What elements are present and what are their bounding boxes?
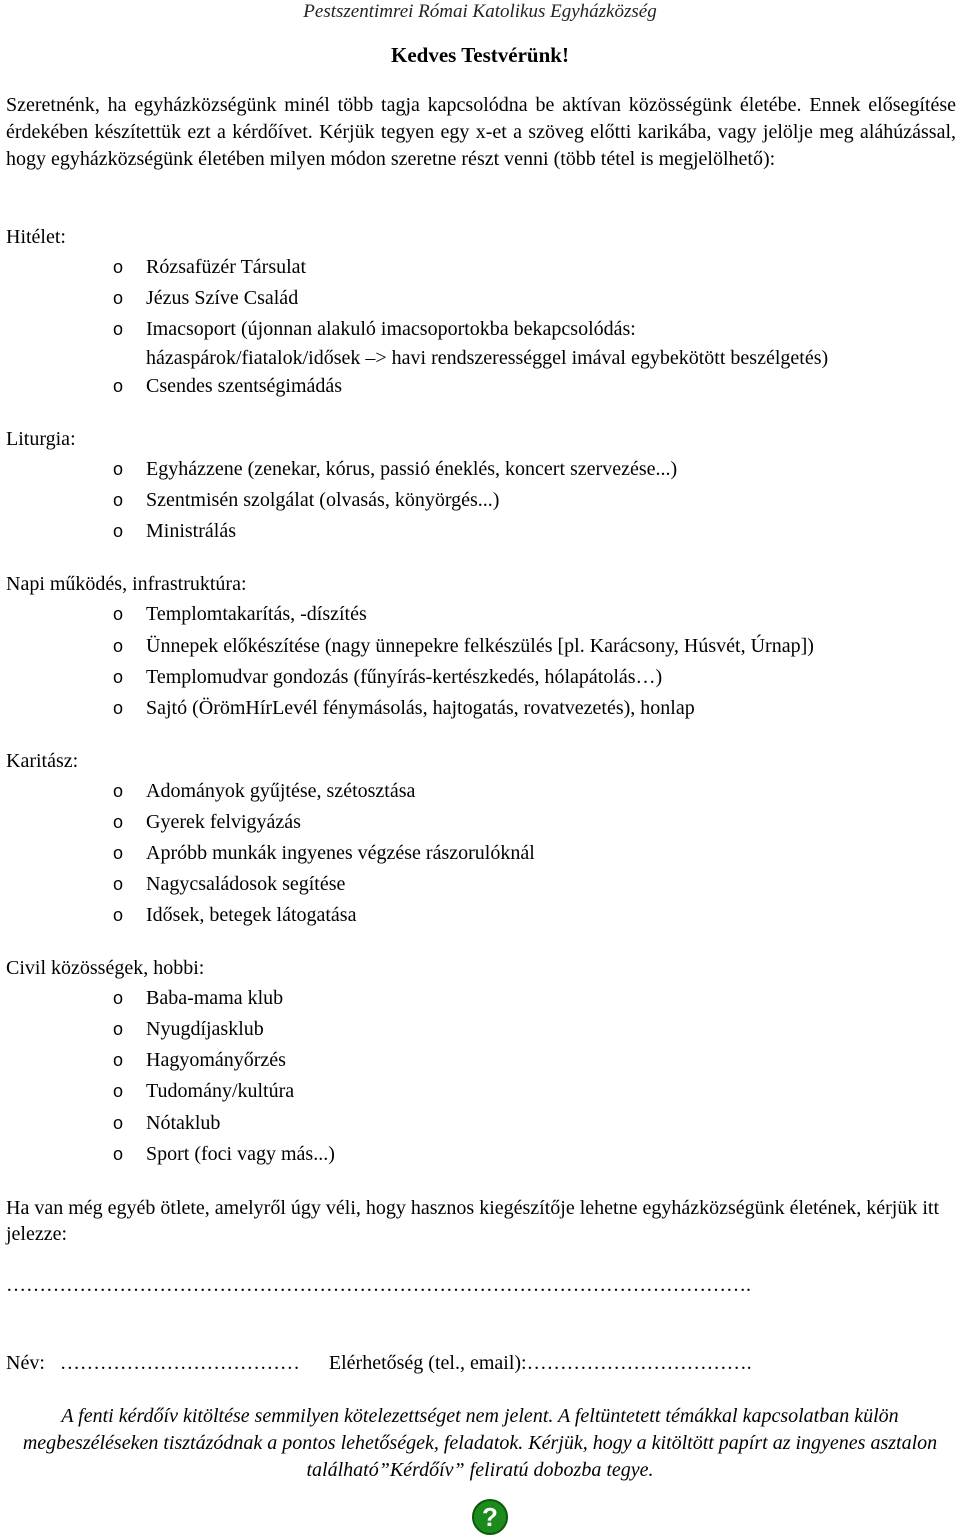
circle-bullet-icon[interactable]: o — [113, 781, 124, 801]
option-item[interactable] — [113, 314, 828, 372]
option-item[interactable] — [113, 1108, 220, 1139]
option-label: Adományok gyűjtése, szétosztása — [146, 780, 416, 802]
option-item[interactable] — [113, 1045, 286, 1076]
circle-bullet-icon[interactable]: o — [113, 636, 124, 656]
option-label: Templomudvar gondozás (fűnyírás-kertészkedés, hólapátolás…) — [146, 666, 663, 688]
section-label-hitelet: Hitélet: — [6, 226, 66, 248]
circle-bullet-icon[interactable]: o — [113, 905, 124, 925]
option-item[interactable] — [113, 516, 236, 547]
option-item[interactable] — [113, 662, 662, 693]
circle-bullet-icon[interactable]: o — [113, 1019, 124, 1039]
option-item[interactable] — [113, 1076, 294, 1107]
option-label: Szentmisén szolgálat (olvasás, könyörgés...) — [146, 489, 500, 511]
option-label: Sajtó (ÖrömHírLevél fénymásolás, hajtogatás, rovatvezetés), honlap — [146, 697, 695, 719]
option-item[interactable] — [113, 693, 695, 724]
option-label: Nótaklub — [146, 1112, 221, 1134]
option-label: Ünnepek előkészítése (nagy ünnepekre felkészülés [pl. Karácsony, Húsvét, Úrnap]) — [146, 635, 814, 657]
section-label-liturgia: Liturgia: — [6, 428, 76, 450]
circle-bullet-icon[interactable]: o — [113, 988, 124, 1008]
option-item[interactable] — [113, 454, 677, 485]
circle-bullet-icon[interactable]: o — [113, 459, 124, 479]
section-label-civil: Civil közösségek, hobbi: — [6, 957, 205, 979]
option-label: Templomtakarítás, -díszítés — [146, 603, 367, 625]
option-item[interactable] — [113, 776, 415, 807]
option-item[interactable] — [113, 838, 535, 869]
question-mark-icon: ? — [472, 1499, 508, 1535]
circle-bullet-icon[interactable]: o — [113, 667, 124, 687]
intro-paragraph: Szeretnénk, ha egyházközségünk minél több tagja kapcsolódna be aktívan közösségünk életébe. Ennek elősegítése érdekében készítettük ezt a kérdőívet. Kérjük tegyen egy x-et a szöveg előtti karikába, vagy jelölje meg aláhúzással, hogy egyházközségünk életében milyen módon szeretne részt venni (több tétel is megjelölhető): — [6, 94, 956, 170]
option-label: Tudomány/kultúra — [146, 1080, 295, 1102]
circle-bullet-icon[interactable]: o — [113, 1144, 124, 1164]
option-label: Ministrálás — [146, 520, 236, 542]
circle-bullet-icon[interactable]: o — [113, 1113, 124, 1133]
option-label: Nyugdíjasklub — [146, 1018, 264, 1040]
option-item[interactable] — [113, 869, 345, 900]
option-item[interactable] — [113, 283, 298, 314]
parish-header: Pestszentimrei Római Katolikus Egyházközség — [303, 1, 657, 22]
option-label: Idősek, betegek látogatása — [146, 904, 357, 926]
option-item[interactable] — [113, 371, 342, 402]
option-label: Hagyományőrzés — [146, 1049, 286, 1071]
circle-bullet-icon[interactable]: o — [113, 521, 124, 541]
suggestion-field[interactable]: …………………………………………………………………………………………………. — [6, 1274, 751, 1296]
option-label: Apróbb munkák ingyenes végzése rászorulóknál — [146, 842, 535, 864]
circle-bullet-icon[interactable]: o — [113, 490, 124, 510]
circle-bullet-icon[interactable]: o — [113, 843, 124, 863]
name-field[interactable]: ……………………………… — [59, 1352, 300, 1374]
option-label: Nagycsaládosok segítése — [146, 873, 346, 895]
circle-bullet-icon[interactable]: o — [113, 812, 124, 832]
footer-note: A fenti kérdőív kitöltése semmilyen kötelezettséget nem jelent. A feltüntetett témákkal kapcsolatban külön megbeszéléseken tisztázódnak a pontos lehetőségek, feladatok. Kérjük, hogy a kitöltött papírt az ingyenes asztalon található”Kérdőív” feliratú dobozba tegye. — [22, 1405, 938, 1481]
name-contact-row — [6, 1350, 752, 1376]
option-item[interactable] — [113, 252, 306, 283]
option-item[interactable] — [113, 599, 367, 630]
circle-bullet-icon[interactable]: o — [113, 257, 124, 277]
option-item[interactable] — [113, 900, 356, 931]
closing-text: Ha van még egyéb ötlete, amelyről úgy véli, hogy hasznos kiegészítője lehetne egyházközségünk életének, kérjük itt jelezze: — [6, 1197, 940, 1245]
name-label: Név: — [6, 1352, 45, 1374]
circle-bullet-icon[interactable]: o — [113, 1081, 124, 1101]
option-label: Csendes szentségimádás — [146, 375, 343, 397]
option-label: Rózsafüzér Társulat — [146, 256, 307, 278]
circle-bullet-icon[interactable]: o — [113, 874, 124, 894]
contact-label: Elérhetőség (tel., email): — [328, 1352, 527, 1374]
section-label-napi-mukodes: Napi működés, infrastruktúra: — [6, 573, 247, 595]
circle-bullet-icon[interactable]: o — [113, 288, 124, 308]
option-label: Gyerek felvigyázás — [146, 811, 301, 833]
option-item[interactable] — [113, 631, 814, 662]
option-label: Baba-mama klub — [146, 987, 284, 1009]
contact-field[interactable]: ……………………………. — [526, 1352, 752, 1374]
circle-bullet-icon[interactable]: o — [113, 604, 124, 624]
intro-text — [6, 92, 956, 173]
greeting-title: Kedves Testvérünk! — [391, 43, 569, 67]
option-label: Egyházzene (zenekar, kórus, passió éneklés, koncert szervezése...) — [146, 458, 678, 480]
option-label: Sport (foci vagy más...) — [146, 1143, 335, 1165]
option-item[interactable] — [113, 807, 301, 838]
circle-bullet-icon[interactable]: o — [113, 698, 124, 718]
option-label: Imacsoport (újonnan alakuló imacsoportokba bekapcsolódás: — [146, 318, 636, 340]
circle-bullet-icon[interactable]: o — [113, 1050, 124, 1070]
option-item[interactable] — [113, 1139, 335, 1170]
option-label-continuation: házaspárok/fiatalok/idősek –> havi rendszerességgel imával egybekötött beszélgetés) — [146, 347, 829, 369]
option-item[interactable] — [113, 1014, 264, 1045]
circle-bullet-icon[interactable]: o — [113, 376, 124, 396]
option-label: Jézus Szíve Család — [146, 287, 299, 309]
option-item[interactable] — [113, 485, 499, 516]
option-item[interactable] — [113, 983, 283, 1014]
section-label-karitasz: Karitász: — [6, 750, 79, 772]
circle-bullet-icon[interactable]: o — [113, 319, 124, 339]
